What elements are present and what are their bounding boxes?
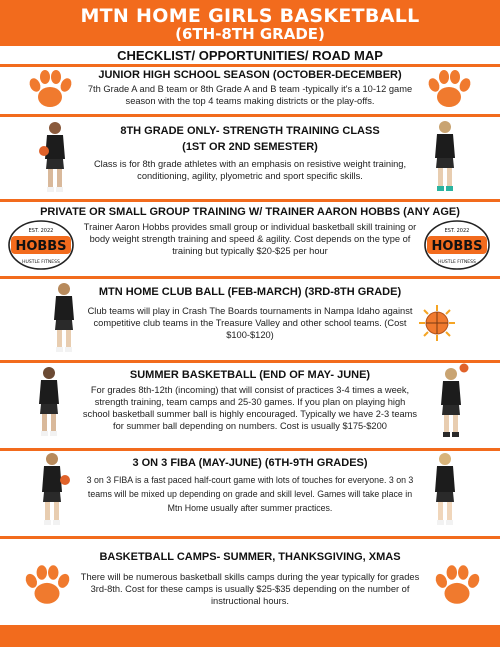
- section-body: Trainer Aaron Hobbs provides small group or individual basketball skill training or body weight strength training and speed & agility. Cost depends on the type of training but typically $20-$25 per hour: [83, 222, 417, 256]
- hobbs-logo-tagline: HUSTLE FITNESS: [22, 260, 60, 265]
- section-divider: [0, 448, 500, 451]
- section-body: 7th Grade A and B team or 8th Grade A and B team -typically it's a 10-12 game season with the top 4 teams making districts or the play-offs.: [87, 84, 413, 106]
- paw-icon: [425, 68, 473, 110]
- hobbs-logo-name: HOBBS: [15, 239, 67, 254]
- hobbs-logo-est: EST. 2022: [444, 228, 470, 234]
- section-title-line2: (1ST OR 2ND SEMESTER): [182, 141, 318, 153]
- hobbs-logo-est: EST. 2022: [28, 228, 54, 234]
- hobbs-logo-name: HOBBS: [431, 239, 483, 254]
- header-banner: [0, 0, 500, 46]
- section-title: 3 ON 3 FIBA (MAY-JUNE) (6TH-9TH GRADES): [132, 457, 368, 469]
- section-body: There will be numerous basketball skills camps during the year typically for grades 3rd-8th. Cost for these camps is usually $25-$35 depending on the number of instructional hours.: [80, 572, 420, 606]
- page-title: MTN HOME GIRLS BASKETBALL: [80, 5, 420, 27]
- section-divider: [0, 536, 500, 539]
- player-photo: [34, 452, 72, 528]
- player-photo: [428, 120, 462, 194]
- section-title: BASKETBALL CAMPS- SUMMER, THANKSGIVING, XMAS: [99, 551, 401, 563]
- paw-icon: [26, 68, 74, 110]
- page-subtitle: (6TH-8TH GRADE): [175, 25, 325, 43]
- hobbs-logo: [424, 220, 490, 270]
- section-body: Club teams will play in Crash The Boards tournaments in Nampa Idaho against competitive club teams in the Treasure Valley and other school teams. (Cost $100-$120): [87, 306, 413, 340]
- section-divider: [0, 276, 500, 279]
- section-title: JUNIOR HIGH SCHOOL SEASON (OCTOBER-DECEMBER): [98, 69, 402, 81]
- hobbs-logo: [8, 220, 74, 270]
- section-title: PRIVATE OR SMALL GROUP TRAINING W/ TRAINER AARON HOBBS (ANY AGE): [40, 206, 460, 218]
- section-divider: [0, 114, 500, 117]
- player-photo: [38, 121, 72, 195]
- player-photo: [436, 363, 470, 439]
- footer-bar: [0, 625, 500, 647]
- paw-icon: [432, 563, 482, 607]
- section-body: Class is for 8th grade athletes with an emphasis on resistive weight training, conditioning, agility, plyometric and sport specific skills.: [93, 159, 407, 181]
- basketball-icon: [418, 304, 456, 342]
- player-photo: [32, 366, 66, 438]
- player-photo: [48, 282, 80, 354]
- section-title: SUMMER BASKETBALL (END OF MAY- JUNE): [129, 369, 371, 381]
- section-body: 3 on 3 FIBA is a fast paced half-court game with lots of touches for everyone. 3 on 3 teams will be mixed up depending on grade and skill level. Games will take place in Mtn Home usually after summer practices.: [86, 475, 414, 513]
- section-title: 8TH GRADE ONLY- STRENGTH TRAINING CLASS: [120, 125, 380, 137]
- player-photo: [428, 452, 462, 528]
- page-tagline: CHECKLIST/ OPPORTUNITIES/ ROAD MAP: [117, 48, 383, 63]
- section-body: For grades 8th-12th (incoming) that will consist of practices 3-4 times a week, strength training, team camps and 25-30 games. If you plan on playing high school basketball summer ball is highly encouraged. Typically we have 2-3 teams for summer ball depending on numbers. Cost is usually $175-$200: [82, 385, 418, 431]
- paw-icon: [22, 563, 72, 607]
- section-title: MTN HOME CLUB BALL (FEB-MARCH) (3RD-8TH GRADE): [98, 286, 402, 298]
- section-divider: [0, 360, 500, 363]
- section-divider: [0, 199, 500, 202]
- section-divider: [0, 64, 500, 67]
- hobbs-logo-tagline: HUSTLE FITNESS: [438, 260, 476, 265]
